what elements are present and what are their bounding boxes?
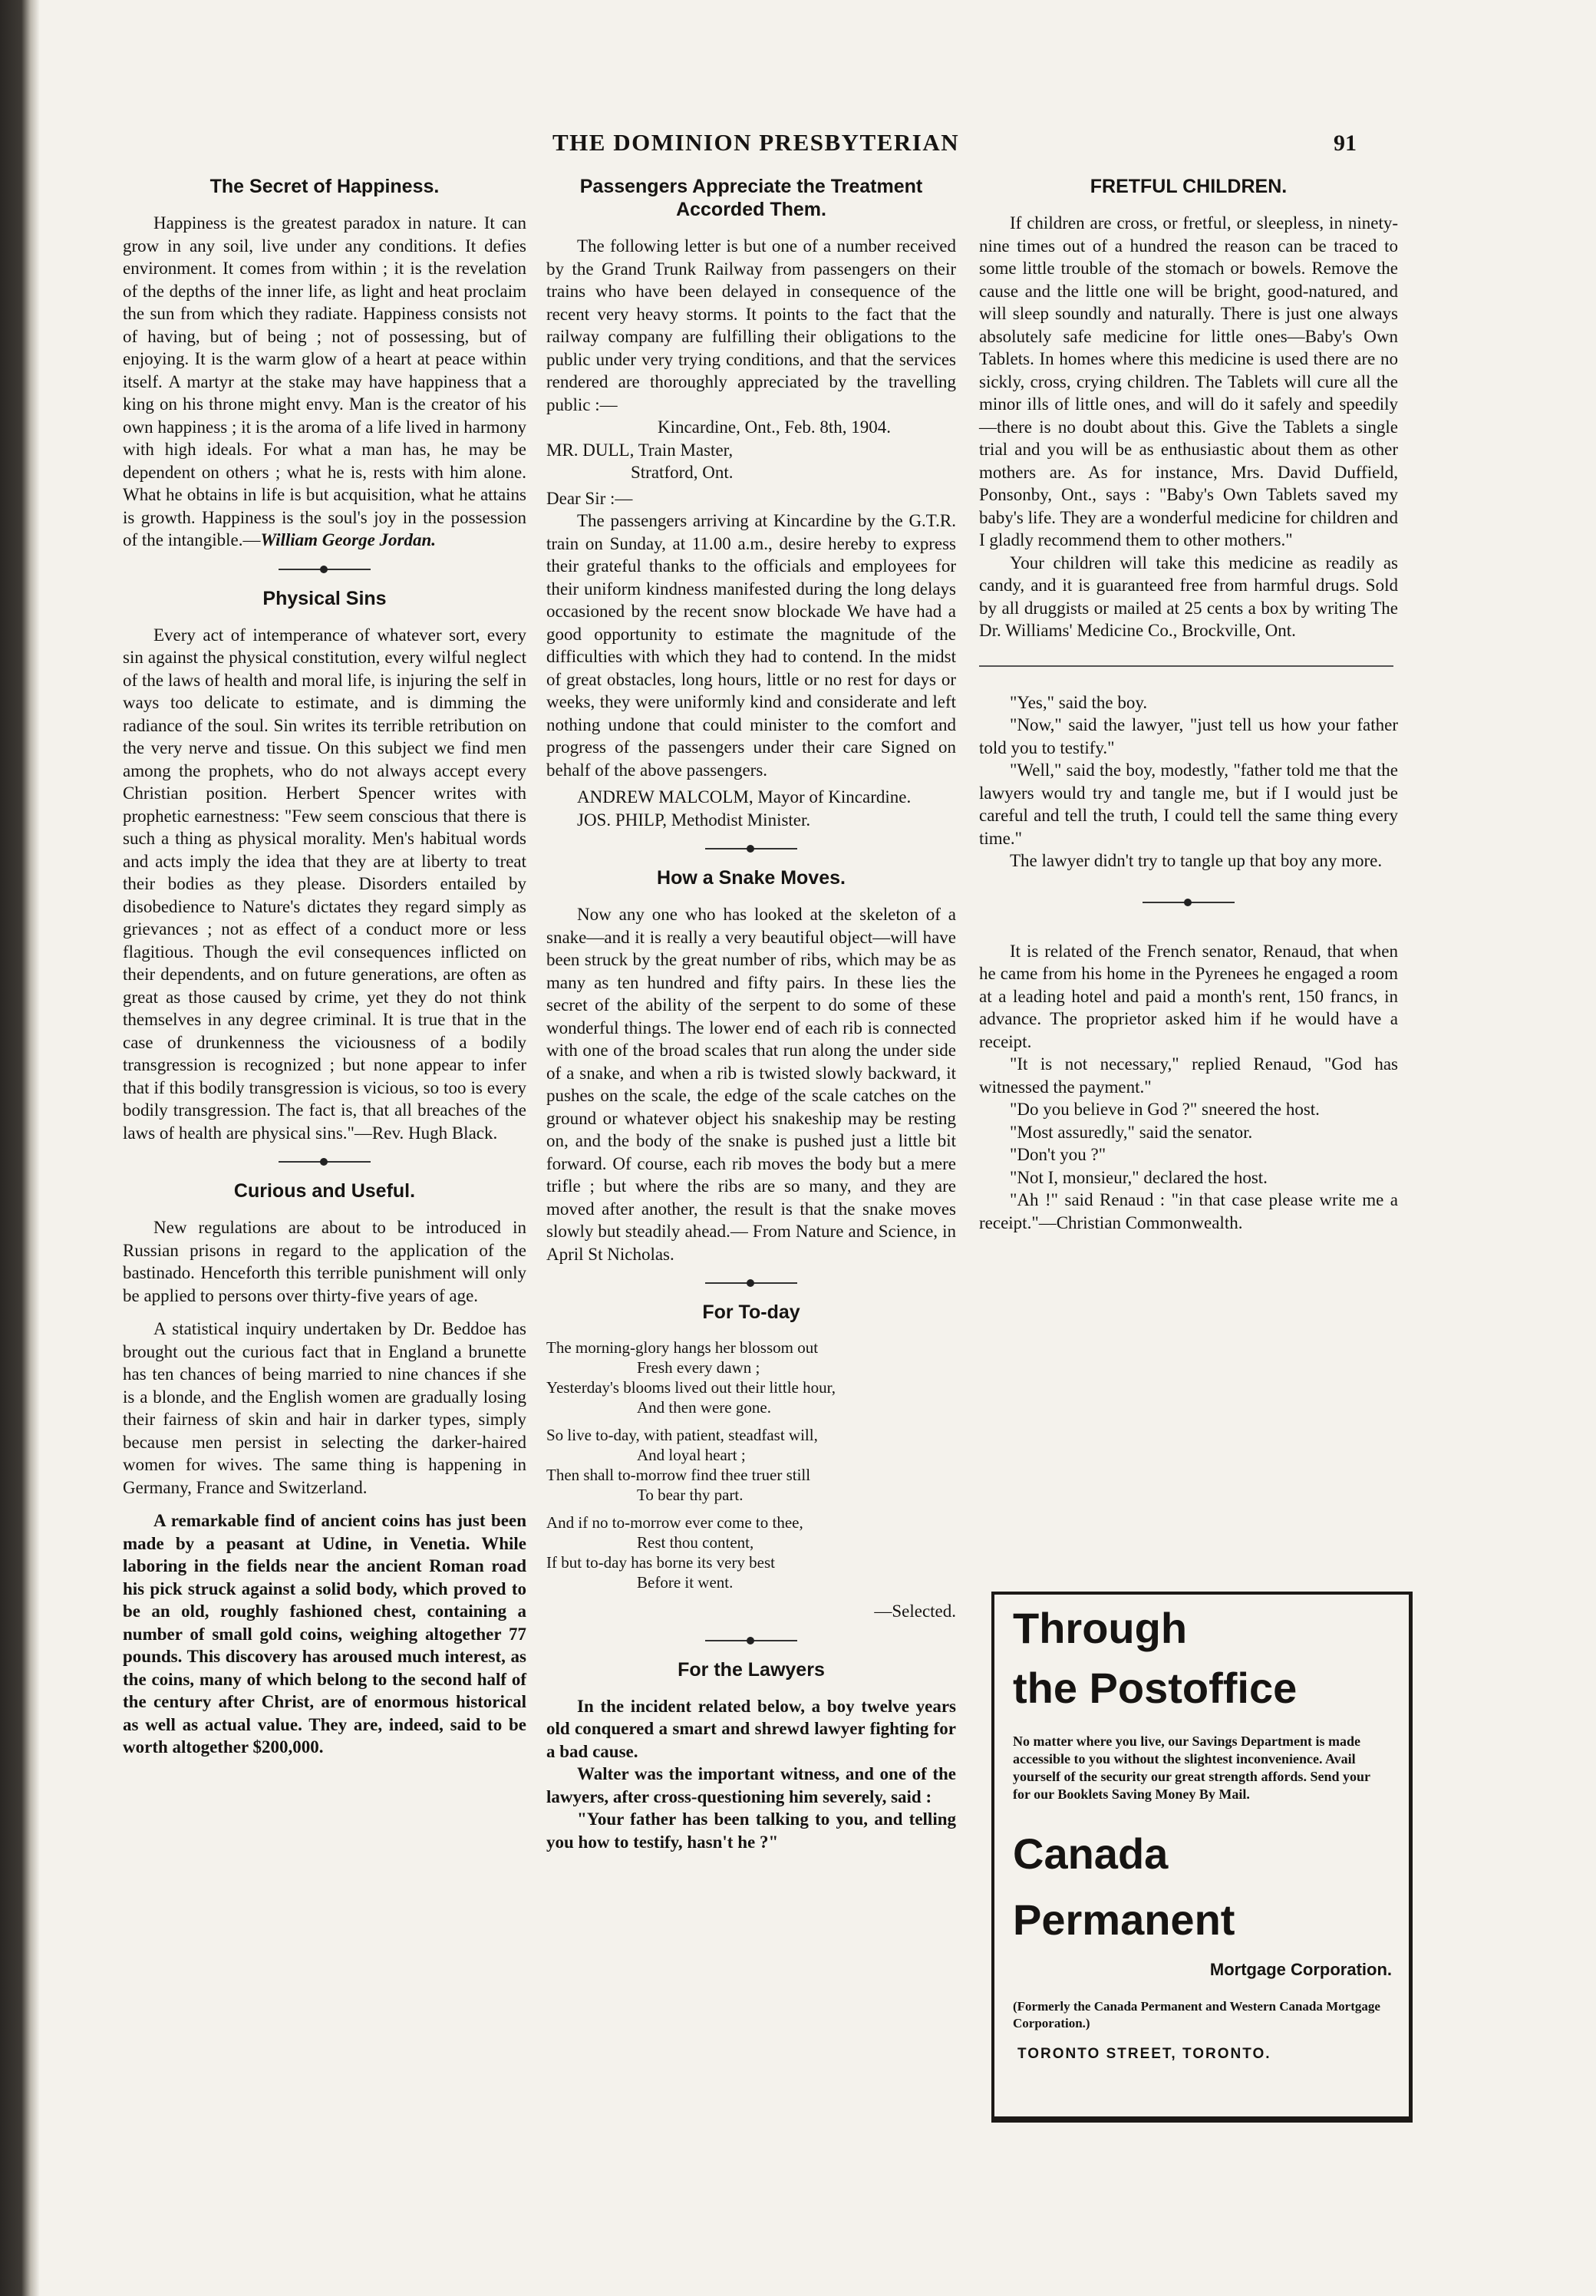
- letter-signature-2: JOS. PHILP, Methodist Minister.: [577, 810, 811, 830]
- poem-line: And if no to-morrow ever come to thee,: [546, 1513, 803, 1532]
- passengers-intro: The following letter is but one of a number received by the Grand Trunk Railway from passengers on their trains who have been delayed in consequence of the recent very heavy storms. It points to the fact that the railway company are fulfilling their obligations to the public under very trying conditions, and that the services rendered are thoroughly appreciated by the travelling public :—: [546, 236, 956, 414]
- page-number: 91: [1334, 130, 1357, 156]
- heading-snake: How a Snake Moves.: [657, 867, 846, 889]
- boy-paragraph-1: "Yes," said the boy.: [1010, 692, 1148, 712]
- section-separator: [705, 848, 797, 849]
- renaud-paragraph-2: "It is not necessary," replied Renaud, "God has witnessed the payment.": [979, 1054, 1398, 1097]
- heading-physical-sins: Physical Sins: [262, 587, 387, 609]
- poem-line: To bear thy part.: [637, 1486, 744, 1504]
- ad-company-permanent: Permanent: [1013, 1895, 1235, 1944]
- renaud-paragraph-7: "Ah !" said Renaud : "in that case please write me a receipt."—Christian Commonwealth.: [979, 1190, 1398, 1232]
- curious-paragraph-2: A statistical inquiry undertaken by Dr. Beddoe has brought out the curious fact that in England a brunette has ten chances of being married to nine chances if she is a blonde, and the English women are gradually losing their fairness of skin and hair in darker types, simply because men persist in selecting the darker-haired women for wives. The same thing is happening in Germany, France and Switzerland.: [123, 1319, 526, 1497]
- heading-passengers: Passengers Appreciate the Treatment Accorded Them.: [579, 176, 923, 220]
- ad-body-text: No matter where you live, our Savings Department is made accessible to you without the slightest inconvenience. Avail yourself of the security our great strength affords. Send your for our Booklets Saving Money By Mail.: [1013, 1734, 1370, 1802]
- lawyers-paragraph-3: "Your father has been talking to you, and telling you how to testify, hasn't he ?": [546, 1809, 956, 1852]
- letter-body: The passengers arriving at Kincardine by the G.T.R. train on Sunday, at 11.00 a.m., desire hereby to express their grateful thanks to the officials and employees for their uniform kindness manifested during the long delays occasioned by the recent snow blockade We have had a good opportunity to estimate the magnitude of the difficulties with which they had to contend. In the midst of great obstacles, long hours, little or no rest for days or weeks, they were uniformly kind and considerate and left nothing undone that could minister to the comfort and progress of the passengers under their care Signed on behalf of the above passengers.: [546, 511, 956, 780]
- poem-line: So live to-day, with patient, steadfast will,: [546, 1426, 818, 1444]
- section-separator: [705, 1282, 797, 1284]
- curious-paragraph-1: New regulations are about to be introduced in Russian prisons in regard to the application of the bastinado. Henceforth this terrible punishment will only be applied to persons over thirty-five years of age.: [123, 1218, 526, 1305]
- secret-author: William George Jordan.: [260, 530, 437, 549]
- section-separator: [705, 1640, 797, 1641]
- boy-paragraph-2: "Now," said the lawyer, "just tell us how your father told you to testify.": [979, 715, 1398, 757]
- ad-address: TORONTO STREET, TORONTO.: [1017, 2046, 1271, 2062]
- article-sins-body: Every act of intemperance of whatever sort, every sin against the physical constitution, every wilful neglect of the laws of health and moral life, is injuring the self in ways too delicate to estimate, and is dimming the radiance of the soul. Sin writes its terrible retribution on the very nerve and tissue. On this subject we find men among the prophets, who do not always accept every Christian position. Herbert Spencer writes with prophetic earnestness: "Few seem conscious that there is such a thing as physical morality. Men's habitual words and acts imply the idea that they are at liberty to treat their bodies as they please. Disorders entailed by disobedience to Nature's dictates they regard simply as grievances ; not as effect of a conduct more or less flagitious. Though the evil consequences inflicted on their dependents, and on future generations, are often as great as those caused by crime, yet they do not think themselves in any degree criminal. It is true that in the case of drunkenness the viciousness of a bodily transgression is recognized ; but none appear to infer that if this bodily transgression is vicious, so too is every bodily transgression. The fact is, that all breaches of the laws of health are physical sins."—Rev. Hugh Black.: [123, 625, 526, 1143]
- letter-signature-1: ANDREW MALCOLM, Mayor of Kincardine.: [577, 787, 912, 807]
- heading-secret-of-happiness: The Secret of Happiness.: [209, 176, 440, 197]
- curious-paragraph-3: A remarkable find of ancient coins has just been made by a peasant at Udine, in Venetia. While laboring in the fields near the ancient Roman road his pick struck against a solid body, which proved to be an old, roughly fashioned chest, containing a number of small gold coins, weighing altogether 77 pounds. This discovery has aroused much interest, as the coins, many of which belong to the second half of the century after Christ, are of enormous historical as well as actual value. They are, indeed, said to be worth altogether $200,000.: [123, 1511, 526, 1757]
- poem-line: Before it went.: [637, 1573, 734, 1592]
- heading-fretful-children: FRETFUL CHILDREN.: [1090, 176, 1288, 197]
- letter-dateline: Kincardine, Ont., Feb. 8th, 1904.: [657, 417, 892, 437]
- boy-paragraph-3: "Well," said the boy, modestly, "father told me that the lawyers would try and tangle me, but if I would just be careful and tell the truth, I could tell the same thing every time.": [979, 760, 1398, 848]
- poem-stanza-2: [546, 1425, 956, 1505]
- advertisement-canada-permanent: [991, 1592, 1413, 2123]
- poem-credit: —Selected.: [874, 1602, 956, 1621]
- poem-stanza-1: [546, 1338, 956, 1417]
- ad-corporation: Mortgage Corporation.: [1209, 1960, 1392, 1979]
- binding-shadow: [0, 0, 40, 2296]
- poem-line: If but to-day has borne its very best: [546, 1553, 776, 1572]
- renaud-paragraph-6: "Not I, monsieur," declared the host.: [1010, 1167, 1268, 1187]
- poem-line: Then shall to-morrow find thee truer still: [546, 1466, 811, 1484]
- section-separator: [279, 1161, 371, 1163]
- fretful-paragraph-1: If children are cross, or fretful, or sleepless, in ninety-nine times out of a hundred the reason can be traced to some little trouble of the stomach or bowels. Remove the cause and the little one will be bright, good-natured, and will sleep soundly and naturally. There is just one always absolutely safe medicine for little ones—Baby's Own Tablets. In homes where this medicine is used there are no sickly, cross, crying children. The Tablets will cure all the minor ills of little ones, and will do it safely and speedily—there is no doubt about this. Give the Tablets a single trial and you will be as enthusiastic about them as other mothers are. As for instance, Mrs. David Duffield, Ponsonby, Ont., says : "Baby's Own Tablets saved my baby's life. They are a wonderful medicine for children and I gladly recommend them to other mothers.": [979, 213, 1398, 549]
- boy-paragraph-4: The lawyer didn't try to tangle up that boy any more.: [1010, 851, 1383, 870]
- ad-headline-postoffice: the Postoffice: [1013, 1664, 1298, 1712]
- heading-curious-and-useful: Curious and Useful.: [233, 1180, 416, 1202]
- poem-stanza-3: [546, 1513, 956, 1592]
- renaud-paragraph-3: "Do you believe in God ?" sneered the host.: [1010, 1100, 1320, 1119]
- letter-address-1: MR. DULL, Train Master,: [546, 440, 734, 460]
- heading-for-today: For To-day: [702, 1301, 800, 1323]
- poem-line: The morning-glory hangs her blossom out: [546, 1338, 819, 1357]
- column-middle: [546, 175, 956, 1853]
- section-separator: [279, 569, 371, 570]
- column-rule: [979, 665, 1393, 667]
- renaud-paragraph-4: "Most assuredly," said the senator.: [1010, 1122, 1253, 1142]
- poem-line: Fresh every dawn ;: [637, 1358, 760, 1377]
- fretful-paragraph-2: Your children will take this medicine as readily as candy, and it is guaranteed free from harmful drugs. Sold by all druggists or mailed at 25 cents a box by writing The Dr. Williams' Medicine Co., Brockville, Ont.: [979, 553, 1398, 640]
- snake-body: Now any one who has looked at the skeleton of a snake—and it is really a very beautiful object—will have been struck by the great number of ribs, which may be as many as ten hundred and fifty pairs. In these lies the secret of the ability of the serpent to do some of these wonderful things. The lower end of each rib is connected with one of the broad scales that run along the under side of a snake, and when a rib is twisted slowly backward, it pushes on the scale, the edge of the scale catches on the ground or whatever object his snakeship may be resting on, and the body of the snake is pushed just a little bit forward. Of course, each rib moves the body but a mere trifle ; but where the ribs are so many, and they are moved after another, the result is that the snake moves slowly but steadily ahead.— From Nature and Science, in April St Nicholas.: [546, 905, 956, 1264]
- heading-for-the-lawyers: For the Lawyers: [678, 1658, 825, 1681]
- poem-line: And loyal heart ;: [637, 1446, 746, 1464]
- renaud-paragraph-5: "Don't you ?": [1010, 1145, 1106, 1164]
- page-header-title: THE DOMINION PRESBYTERIAN: [552, 129, 960, 156]
- poem-line: Rest thou content,: [637, 1533, 754, 1552]
- renaud-paragraph-1: It is related of the French senator, Renaud, that when he came from his home in the Pyrenees he engaged a room at a leading hotel and paid a month's rent, 150 francs, in advance. The proprietor asked him if he would have a receipt.: [979, 941, 1398, 1051]
- letter-salutation: Dear Sir :—: [546, 488, 633, 508]
- article-secret-body: [123, 212, 526, 552]
- secret-body-text: Happiness is the greatest paradox in nature. It can grow in any soil, live under any conditions. It defies environment. It comes from within ; it is the revelation of the depths of the inner life, as light and heat proclaim the sun from which they radiate. Happiness consists not of having, but of being ; not of possessing, but of enjoying. It is the warm glow of a heart at peace within itself. A martyr at the stake may have happiness that a king on his throne might envy. Man is the creator of his own happiness ; it is the aroma of a life lived in harmony with high ideals. For what a man has, he may be dependent on others ; what he is, rests with him alone. What he obtains in life is but acquisition, what he attains is growth. Happiness is the soul's joy in the possession of the intangible.—: [123, 213, 526, 549]
- poem-line: And then were gone.: [637, 1398, 771, 1417]
- column-left: [123, 175, 526, 1759]
- ad-headline-through: Through: [1013, 1604, 1188, 1652]
- lawyers-paragraph-1: In the incident related below, a boy twelve years old conquered a smart and shrewd lawyer fighting for a bad cause.: [546, 1696, 956, 1761]
- ad-formerly-note: (Formerly the Canada Permanent and Western Canada Mortgage Corporation.): [1013, 1999, 1380, 2030]
- section-separator: [1143, 902, 1235, 903]
- poem-line: Yesterday's blooms lived out their little hour,: [546, 1378, 836, 1397]
- lawyers-paragraph-2: Walter was the important witness, and one of the lawyers, after cross-questioning him severely, said :: [546, 1764, 956, 1806]
- letter-address-2: Stratford, Ont.: [631, 463, 734, 482]
- column-right: [979, 175, 1398, 1234]
- ad-company-canada: Canada: [1013, 1829, 1169, 1878]
